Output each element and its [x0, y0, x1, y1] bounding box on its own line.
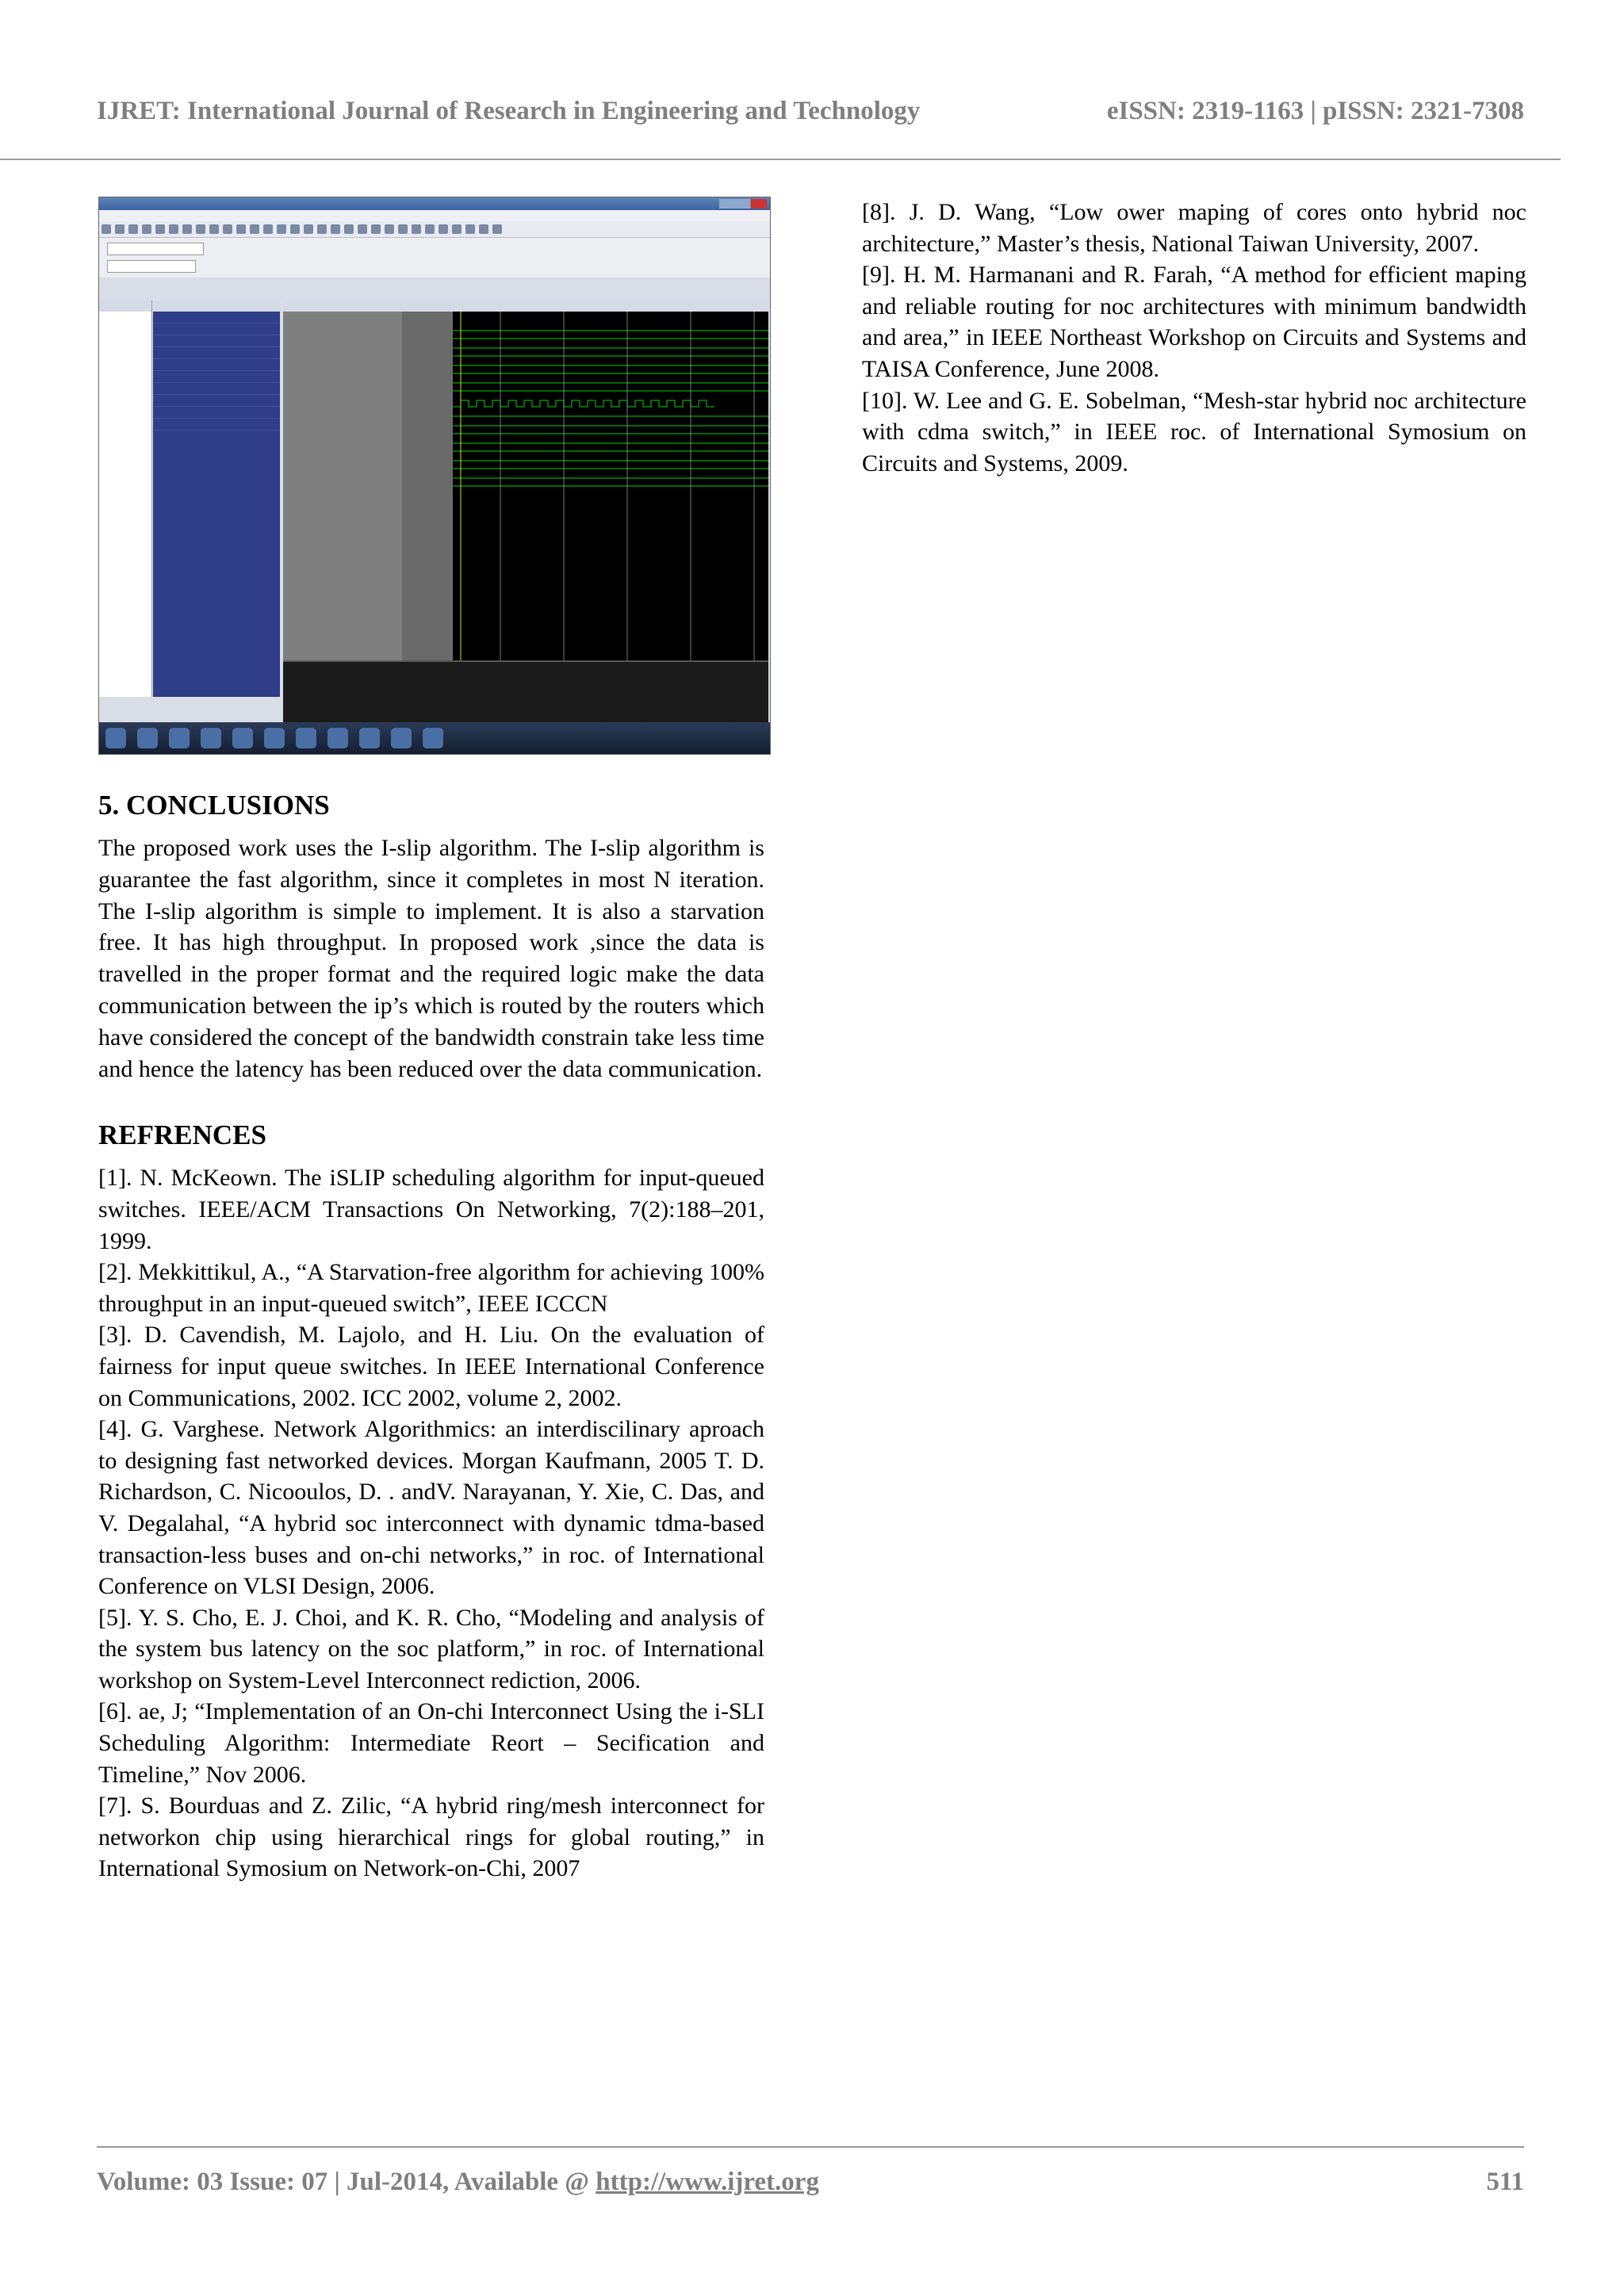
conclusions-body: The proposed work uses the I-slip algorithm. The I-slip algorithm is guarantee the fast algorithm, since it completes in most N iteration. The I-slip algorithm is simple to implement. It is also a starvation free. It has high throughput. In proposed work ,since the data is travelled in the proper format and the required logic make the data communication between the ip’s which is routed by the routers which have considered the concept of the bandwidth constrain take less time and hence the latency has been reduced over the data communication. — [98, 835, 764, 1082]
footer-volume — [97, 2168, 819, 2197]
reference-item: [2]. Mekkittikul, A., “A Starvation-free algorithm for achieving 100% throughput in an input-queued switch”, IEEE ICCCN — [98, 1259, 764, 1317]
header-rule — [0, 159, 1561, 160]
references-heading: REFRENCES — [98, 1119, 266, 1151]
reference-item: [6]. ae, J; “Implementation of an On-chi Interconnect Using the i-SLI Scheduling Algorithm: Intermediate Reort – Secification and Timeline,” Nov 2006. — [98, 1698, 764, 1788]
references-list-left — [98, 1162, 764, 1885]
conclusions-heading: 5. CONCLUSIONS — [98, 790, 330, 821]
journal-title: IJRET: International Journal of Research in Engineering and Technology — [97, 97, 921, 125]
simulation-screenshot — [98, 197, 771, 755]
page-footer — [97, 2168, 1524, 2207]
page-number: 511 — [1486, 2168, 1524, 2196]
reference-item: [3]. D. Cavendish, M. Lajolo, and H. Liu. On the evaluation of fairness for input queue switches. In IEEE International Conference on Communications, 2002. ICC 2002, volume 2, 2002. — [98, 1322, 764, 1411]
window-menubar — [99, 210, 770, 221]
window-controls — [99, 238, 770, 277]
reference-item: [10]. W. Lee and G. E. Sobelman, “Mesh-star hybrid noc architecture with cdma switch,” in IEEE roc. of International Symosium on Circuits and Systems, 2009. — [862, 387, 1526, 476]
references-list-right — [862, 197, 1526, 479]
workspace-pane — [99, 300, 152, 697]
footer-rule — [97, 2146, 1524, 2148]
os-taskbar — [99, 722, 770, 754]
waveform-traces — [453, 312, 768, 660]
reference-item: [1]. N. McKeown. The iSLIP scheduling algorithm for input-queued switches. IEEE/ACM Transactions On Networking, 7(2):188–201, 1999. — [98, 1165, 764, 1254]
volume-text: Volume: 03 Issue: 07 | Jul-2014, Available @ — [97, 2168, 596, 2196]
journal-link[interactable]: http://www.ijret.org — [596, 2168, 819, 2196]
right-column — [862, 197, 1526, 479]
left-column — [98, 197, 764, 1885]
reference-item: [8]. J. D. Wang, “Low ower maping of cores onto hybrid noc architecture,” Master’s thesis, National Taiwan University, 2007. — [862, 199, 1526, 257]
reference-item: [9]. H. M. Harmanani and R. Farah, “A method for efficient maping and reliable routing for noc architectures with minimum bandwidth and area,” in IEEE Northeast Workshop on Circuits and Systems and TAISA Conference, June 2008. — [862, 262, 1526, 382]
objects-pane — [153, 300, 280, 697]
issn: eISSN: 2319-1163 | pISSN: 2321-7308 — [1106, 97, 1524, 125]
window-toolbar — [99, 221, 770, 238]
reference-item: [7]. S. Bourduas and Z. Zilic, “A hybrid ring/mesh interconnect for networkon chip using hierarchical rings for global routing,” in International Symosium on Network-on-Chi, 2007 — [98, 1793, 764, 1882]
wave-pane — [283, 300, 768, 721]
page-header — [97, 97, 1524, 136]
reference-item: [5]. Y. S. Cho, E. J. Choi, and K. R. Cho, “Modeling and analysis of the system bus latency on the soc platform,” in roc. of International workshop on System-Level Interconnect rediction, 2006. — [98, 1604, 764, 1693]
reference-item: [4]. G. Varghese. Network Algorithmics: an interdiscilinary aproach to designing fast networked devices. Morgan Kaufmann, 2005 T. D. Richardson, C. Nicooulos, D. . andV. Narayanan, Y. Xie, C. Das, and V. Degalahal, “A hybrid soc interconnect with dynamic tdma-based transaction-less buses and on-chi networks,” in roc. of International Conference on VLSI Design, 2006. — [98, 1416, 764, 1600]
window-titlebar — [99, 197, 770, 210]
